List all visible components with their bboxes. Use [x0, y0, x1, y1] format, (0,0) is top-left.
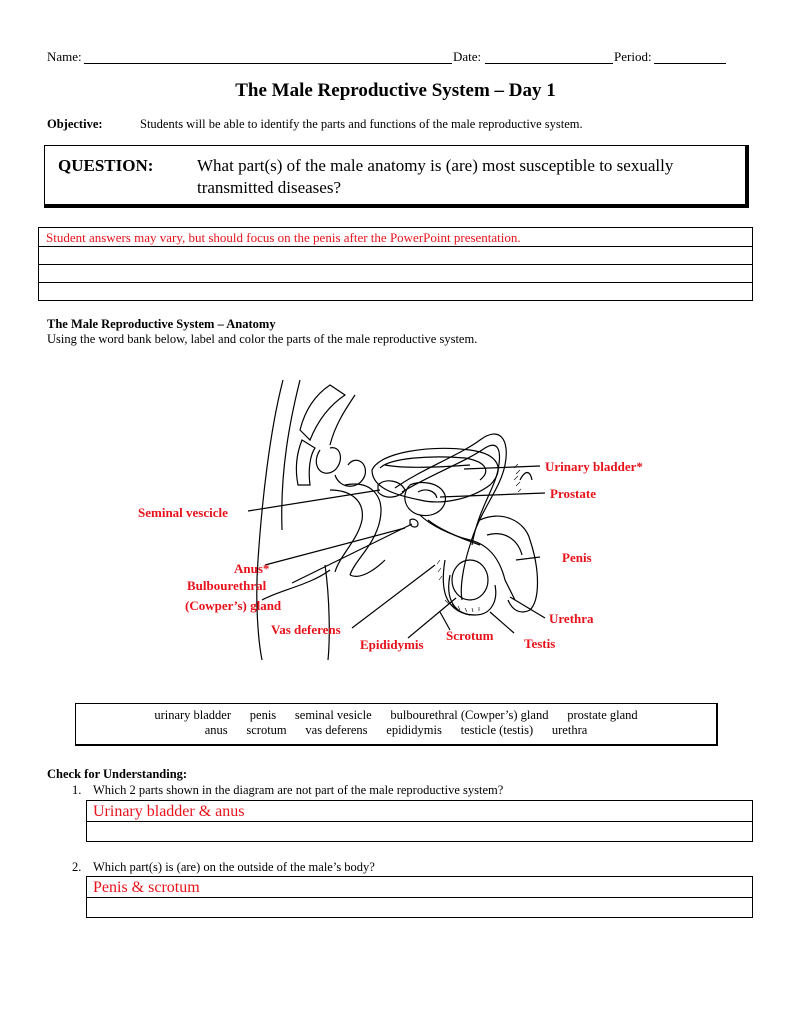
answer-line[interactable] [87, 898, 752, 918]
objective-label: Objective: [47, 117, 103, 131]
word-bank [75, 703, 718, 746]
word-bank-item: prostate gland [567, 708, 638, 722]
label-epididymis: Epididymis [360, 637, 424, 652]
name-label: Name: [47, 49, 82, 64]
question-line2: transmitted diseases? [197, 178, 341, 197]
word-bank-item: scrotum [246, 723, 287, 737]
label-anus: Anus* [234, 561, 270, 576]
label-prostate: Prostate [550, 486, 596, 501]
q2-number: 2. [72, 860, 82, 874]
word-bank-item: anus [204, 723, 228, 737]
date-label: Date: [453, 49, 482, 64]
objective-text: Students will be able to identify the parts and functions of the male reproductive system. [140, 117, 583, 131]
word-bank-item: epididymis [386, 723, 442, 737]
q1-text: Which 2 parts shown in the diagram are not part of the male reproductive system? [93, 783, 504, 797]
word-bank-item: penis [249, 708, 277, 722]
word-bank-item: urethra [551, 723, 588, 737]
q2-text: Which part(s) is (are) on the outside of the male’s body? [93, 860, 375, 874]
q1-answer-text: Urinary bladder & anus [93, 803, 245, 820]
page-title: The Male Reproductive System – Day 1 [235, 80, 556, 101]
q1-answer-box[interactable] [86, 800, 753, 842]
label-urinary-bladder: Urinary bladder* [545, 459, 643, 474]
label-scrotum: Scrotum [446, 628, 494, 643]
question-label: QUESTION: [58, 156, 154, 175]
question-answer-text: Student answers may vary, but should focus on the penis after the PowerPoint presentation. [46, 230, 521, 245]
q2-answer-text: Penis & scrotum [93, 879, 200, 896]
word-bank-item: bulbourethral (Cowper’s) gland [390, 708, 549, 722]
question-line1: What part(s) of the male anatomy is (are) most susceptible to sexually [197, 156, 674, 175]
q2-answer-box[interactable] [86, 876, 753, 918]
word-bank-row-2 [76, 723, 716, 738]
answer-line[interactable] [87, 822, 752, 842]
word-bank-item: vas deferens [305, 723, 368, 737]
answer-line[interactable] [87, 877, 752, 898]
label-bulbourethral: Bulbourethral [187, 578, 267, 593]
q1-number: 1. [72, 783, 82, 797]
anatomy-heading: The Male Reproductive System – Anatomy [47, 317, 276, 331]
answer-line[interactable] [87, 801, 752, 822]
label-cowpers-gland: (Cowper’s) gland [185, 598, 282, 613]
word-bank-item: testicle (testis) [460, 723, 534, 737]
check-heading: Check for Understanding: [47, 767, 188, 781]
period-label: Period: [614, 49, 652, 64]
label-seminal-vesicle: Seminal vescicle [138, 505, 228, 520]
label-vas-deferens: Vas deferens [271, 622, 341, 637]
label-urethra: Urethra [549, 611, 594, 626]
word-bank-row-1 [76, 708, 716, 723]
label-penis: Penis [562, 550, 592, 565]
label-testis: Testis [524, 636, 556, 651]
anatomy-instruction: Using the word bank below, label and color the parts of the male reproductive system. [47, 332, 478, 346]
word-bank-item: urinary bladder [154, 708, 232, 722]
word-bank-item: seminal vesicle [294, 708, 372, 722]
